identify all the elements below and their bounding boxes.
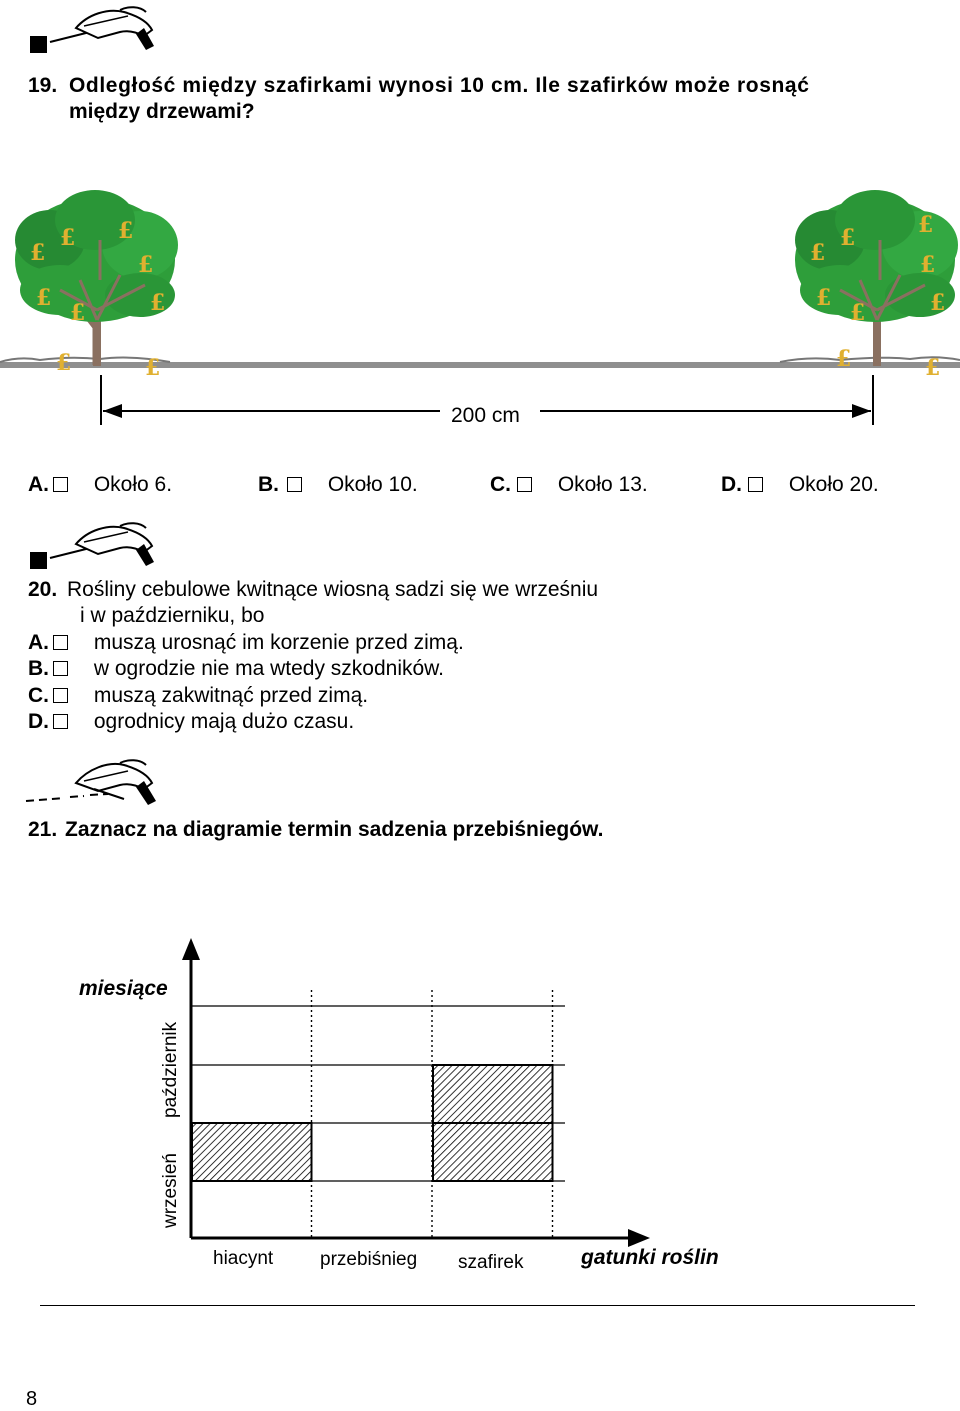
svg-text:£: £ <box>138 252 154 278</box>
x-tick-label-hiacynt: hiacynt <box>213 1248 274 1269</box>
q19-option-b[interactable] <box>258 472 418 498</box>
option-letter: C. <box>490 473 511 496</box>
right-tree-icon <box>795 190 958 381</box>
svg-text:£: £ <box>56 350 72 376</box>
option-letter: D. <box>28 710 49 733</box>
option-text: ogrodnicy mają dużo czasu. <box>93 710 355 733</box>
q20-number: 20. <box>28 578 58 601</box>
svg-text:£: £ <box>70 300 86 326</box>
option-text: w ogrodzie nie ma wtedy szkodników. <box>93 657 445 680</box>
q21-number: 21. <box>28 818 58 841</box>
q19-text-line2: między drzewami? <box>69 100 255 123</box>
svg-text:£: £ <box>150 290 166 316</box>
checkbox[interactable] <box>53 635 68 650</box>
option-text: Około 20. <box>788 473 879 496</box>
q20-text-line2: i w październiku, bo <box>80 604 265 627</box>
checkbox[interactable] <box>53 714 68 729</box>
option-letter: A. <box>28 631 49 654</box>
y-axis-arrow <box>182 938 200 960</box>
checkbox[interactable] <box>53 688 68 703</box>
x-axis-arrow <box>628 1229 650 1247</box>
y-tick-label-wrzesien: wrzesień <box>160 1153 181 1228</box>
option-letter: B. <box>258 473 279 496</box>
svg-text:£: £ <box>118 218 134 244</box>
option-letter: A. <box>28 473 49 496</box>
checkbox[interactable] <box>517 477 532 492</box>
left-tree-icon <box>15 190 178 381</box>
writing-hand-icon <box>28 2 158 54</box>
bar-2-september <box>433 1123 553 1181</box>
trees-distance-illustration <box>0 180 960 440</box>
q20-text-line1: Rośliny cebulowe kwitnące wiosną sadzi się we wrześniu <box>67 578 599 601</box>
svg-text:£: £ <box>816 285 832 311</box>
checkbox[interactable] <box>748 477 763 492</box>
q19-option-d[interactable] <box>721 472 879 498</box>
bar-2-october <box>433 1065 553 1123</box>
q20-option-d[interactable] <box>28 709 354 735</box>
q20-option-a[interactable] <box>28 630 464 656</box>
svg-text:£: £ <box>836 346 852 372</box>
q19-option-c[interactable] <box>490 472 648 498</box>
svg-text:£: £ <box>918 212 934 238</box>
checkbox[interactable] <box>53 661 68 676</box>
y-tick-label-pazdziernik: październik <box>160 1021 181 1118</box>
option-letter: B. <box>28 657 49 680</box>
footer-rule <box>40 1305 915 1306</box>
q19-option-a[interactable] <box>28 472 172 498</box>
svg-text:£: £ <box>810 240 826 266</box>
svg-text:£: £ <box>850 300 866 326</box>
option-letter: D. <box>721 473 742 496</box>
distance-label: 200 cm <box>451 404 520 427</box>
svg-text:£: £ <box>60 225 76 251</box>
q19-number: 19. <box>28 74 58 97</box>
option-text: Około 13. <box>557 473 648 496</box>
q20-option-b[interactable] <box>28 656 444 682</box>
svg-text:£: £ <box>930 290 946 316</box>
chart-ylabel: miesiące <box>79 977 168 1000</box>
x-tick-label-szafirek: szafirek <box>458 1252 524 1273</box>
svg-text:£: £ <box>840 225 856 251</box>
chart-xlabel: gatunki roślin <box>581 1246 719 1269</box>
option-text: muszą urosnąć im korzenie przed zimą. <box>93 631 464 654</box>
q21-text: Zaznacz na diagramie termin sadzenia przebiśniegów. <box>65 818 604 841</box>
writing-hand-icon <box>28 520 158 572</box>
option-letter: C. <box>28 684 49 707</box>
svg-text:£: £ <box>36 285 52 311</box>
svg-text:£: £ <box>30 240 46 266</box>
writing-hand-icon <box>24 755 164 810</box>
svg-text:£: £ <box>925 355 941 381</box>
bar-0-september <box>192 1123 312 1181</box>
q19-text-line1: Odległość między szafirkami wynosi 10 cm. Ile szafirków może rosnąć <box>69 74 810 97</box>
svg-text:£: £ <box>920 252 936 278</box>
option-text: Około 6. <box>93 473 173 496</box>
option-text: muszą zakwitnąć przed zimą. <box>93 684 369 707</box>
option-text: Około 10. <box>327 473 418 496</box>
checkbox[interactable] <box>287 477 302 492</box>
checkbox[interactable] <box>53 477 68 492</box>
svg-text:£: £ <box>145 355 161 381</box>
page-number: 8 <box>26 1388 38 1410</box>
x-tick-label-przebisnieg: przebiśnieg <box>320 1249 418 1270</box>
q20-option-c[interactable] <box>28 683 368 709</box>
